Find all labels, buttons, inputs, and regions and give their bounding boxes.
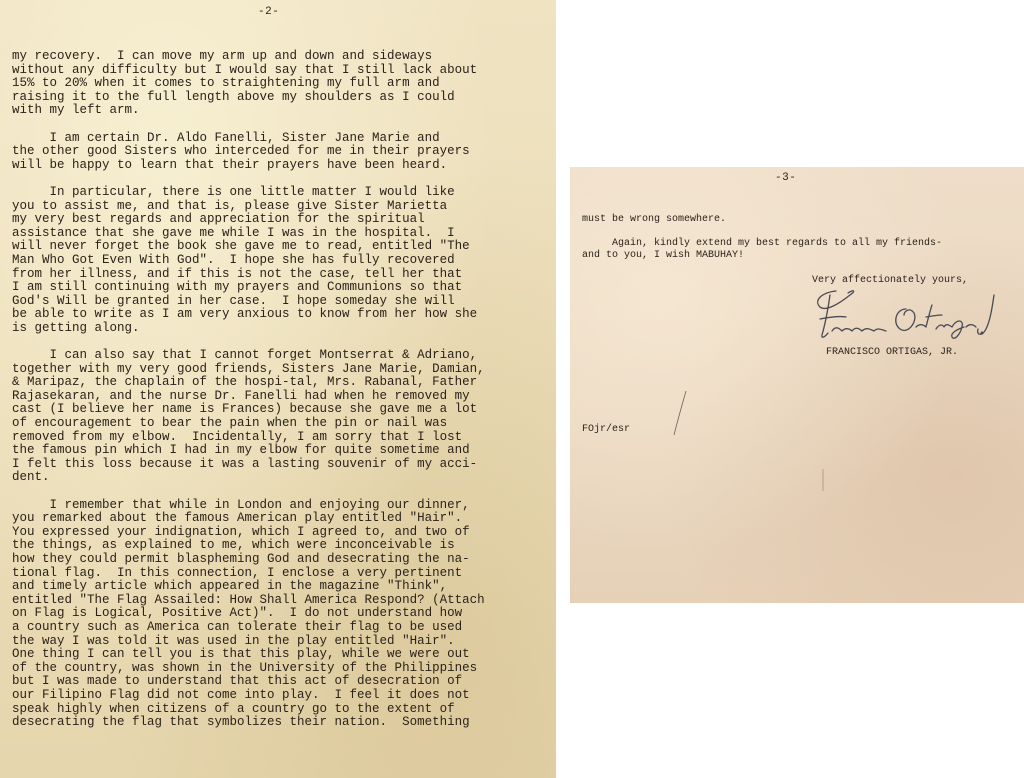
- handwritten-signature: [806, 279, 1006, 345]
- mabuhay-line: and to you, I wish MABUHAY!: [582, 250, 745, 261]
- pencil-mark: [670, 389, 690, 439]
- closing-line: must be wrong somewhere.: [582, 214, 727, 225]
- paragraph-friends: I can also say that I cannot forget Montserrat & Adriano, together with my very good friends, Sisters Jane Marie, Damian, & Maripaz, the chaplain of the hospi-tal, Mrs. Rabanal, Father Rajasekaran, and the nurse Dr. Fanelli had when he removed my cast (I believe her name is Frances) because she gave me a lot of encouragement to bear the pain when the pin or nail was removed from my elbow. Incidentally, I am sorry that I lost the famous pin which I had in my elbow for quite sometime and I felt this loss because it was a lasting souvenir of my acci- dent.: [12, 348, 485, 485]
- letter-page-3: [570, 167, 1024, 603]
- page-2-body: [12, 50, 548, 730]
- regards-line: Again, kindly extend my best regards to all my friends-: [582, 238, 943, 249]
- page-number: -2-: [258, 6, 280, 18]
- paragraph-recovery: my recovery. I can move my arm up and down and sideways without any difficulty but I would say that I still lack about 15% to 20% when it comes to straightening my full arm and raising it to the full length above my shoulders as I could with my left arm.: [12, 49, 478, 118]
- paragraph-hair-play: I remember that while in London and enjoying our dinner, you remarked about the famous American play entitled "Hair". You expressed your indignation, which I agreed to, and two of the things, as explained to me, which were inconceivable is how they could permit blaspheming God and desecrating the na- tional flag. In this connection, I enclose a very pertinent and timely article which appeared in the magazine "Think", entitled "The Flag Assailed: How Shall America Respond? (Attach on Flag is Logical, Positive Act)". I do not understand how a country such as America can tolerate their flag to be used the way I was told it was used in the play entitled "Hair". One thing I can tell you is that this play, while we were out of the country, was shown in the University of the Philippines but I was made to understand that this act of desecration of our Filipino Flag did not come into play. I feel it does not speak highly when citizens of a country go to the extent of desecrating the flag that symbolizes their nation. Something: [12, 497, 485, 730]
- paragraph-gap: [582, 226, 1012, 238]
- paragraph-prayers: I am certain Dr. Aldo Fanelli, Sister Jane Marie and the other good Sisters who interceded for me in their prayers will be happy to learn that their prayers have been heard.: [12, 130, 470, 172]
- paragraph-sister-marietta: In particular, there is one little matter I would like you to assist me, and that is, please give Sister Marietta my very best regards and appreciation for the spiritual assistance that she gave me while I was in the hospital. I will never forget the book she gave me to read, entitled "The Man Who Got Even With God". I hope she has fully recovered from her illness, and if this is not the case, tell her that I am still continuing with my prayers and Communions so that God's Will be granted in her case. I hope someday she will be able to write as I am very anxious to know from her how she is getting along.: [12, 184, 478, 335]
- page-number: -3-: [775, 172, 797, 184]
- valediction: Very affectionately yours,: [812, 275, 969, 286]
- page-3-body: [582, 214, 1012, 262]
- signer-name: FRANCISCO ORTIGAS, JR.: [826, 347, 959, 358]
- pencil-mark-small: [820, 467, 826, 493]
- reference-initials: FOjr/esr: [582, 424, 631, 435]
